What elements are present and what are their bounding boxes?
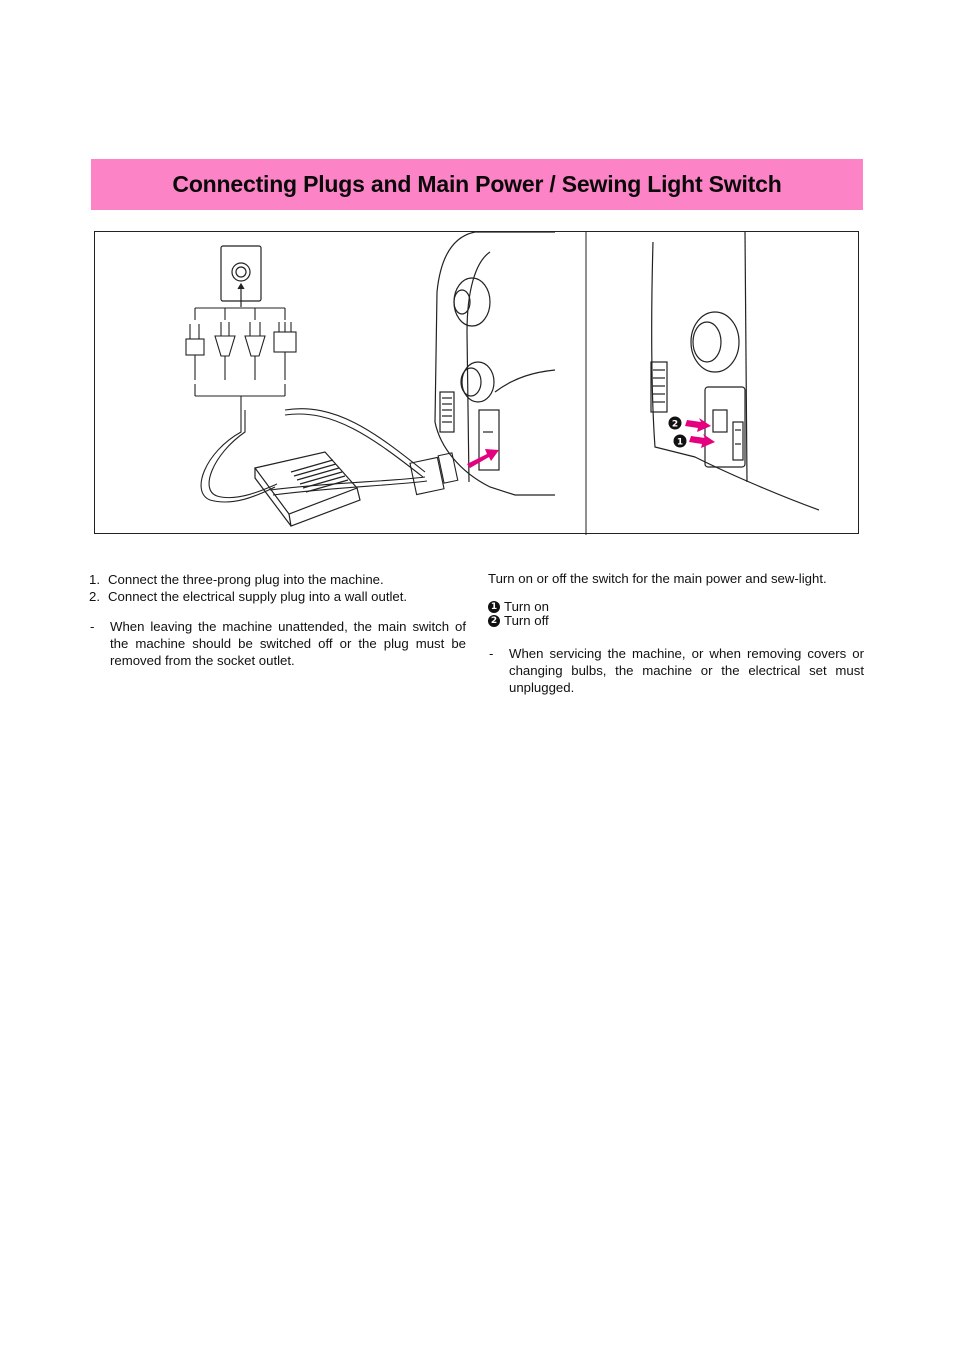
illustration-svg <box>95 232 860 535</box>
switch-state-on <box>488 600 864 614</box>
servicing-note <box>488 645 864 696</box>
note-dash: - <box>489 646 494 661</box>
marker-1-label: 1 <box>676 437 684 448</box>
title-banner <box>91 159 863 210</box>
step-number: 2. <box>89 589 100 604</box>
safety-note <box>89 618 466 669</box>
step-number: 1. <box>89 572 100 587</box>
switch-state-off <box>488 614 864 628</box>
note-text: When servicing the machine, or when removing covers or changing bulbs, the machine or the electrical set must unplugged. <box>509 646 864 695</box>
power-cord-icon <box>201 409 458 502</box>
marker-2-label: 2 <box>671 419 679 430</box>
note-text: When leaving the machine unattended, the main switch of the machine should be switched off or the plug must be removed from the socket outlet. <box>110 619 466 668</box>
switch-intro: Turn on or off the switch for the main power and sew-light. <box>488 571 827 586</box>
page-title: Connecting Plugs and Main Power / Sewing Light Switch <box>172 171 782 197</box>
state-badge-2: 2 <box>488 615 500 627</box>
sewing-machine-switch-closeup <box>651 232 819 510</box>
marker-1-badge <box>674 435 687 448</box>
connecting-instructions <box>89 571 466 669</box>
marker-2-badge <box>669 417 682 430</box>
state-label: Turn on <box>504 599 549 614</box>
state-badge-1: 1 <box>488 601 500 613</box>
foot-controller-icon <box>255 452 360 526</box>
step-item <box>89 588 466 605</box>
plug-variants-icon <box>186 308 296 410</box>
step-text: Connect the three-prong plug into the machine. <box>108 572 384 587</box>
state-label: Turn off <box>504 613 549 628</box>
illustration-frame <box>94 231 859 534</box>
connection-steps <box>89 571 466 605</box>
step-text: Connect the electrical supply plug into a wall outlet. <box>108 589 408 604</box>
wall-outlet-icon <box>221 246 261 307</box>
switch-instructions <box>488 570 864 696</box>
note-dash: - <box>90 619 95 634</box>
step-item <box>89 571 466 588</box>
plug-in-arrow <box>467 449 499 468</box>
turn-off-arrow <box>685 418 711 432</box>
turn-on-arrow <box>689 434 715 448</box>
